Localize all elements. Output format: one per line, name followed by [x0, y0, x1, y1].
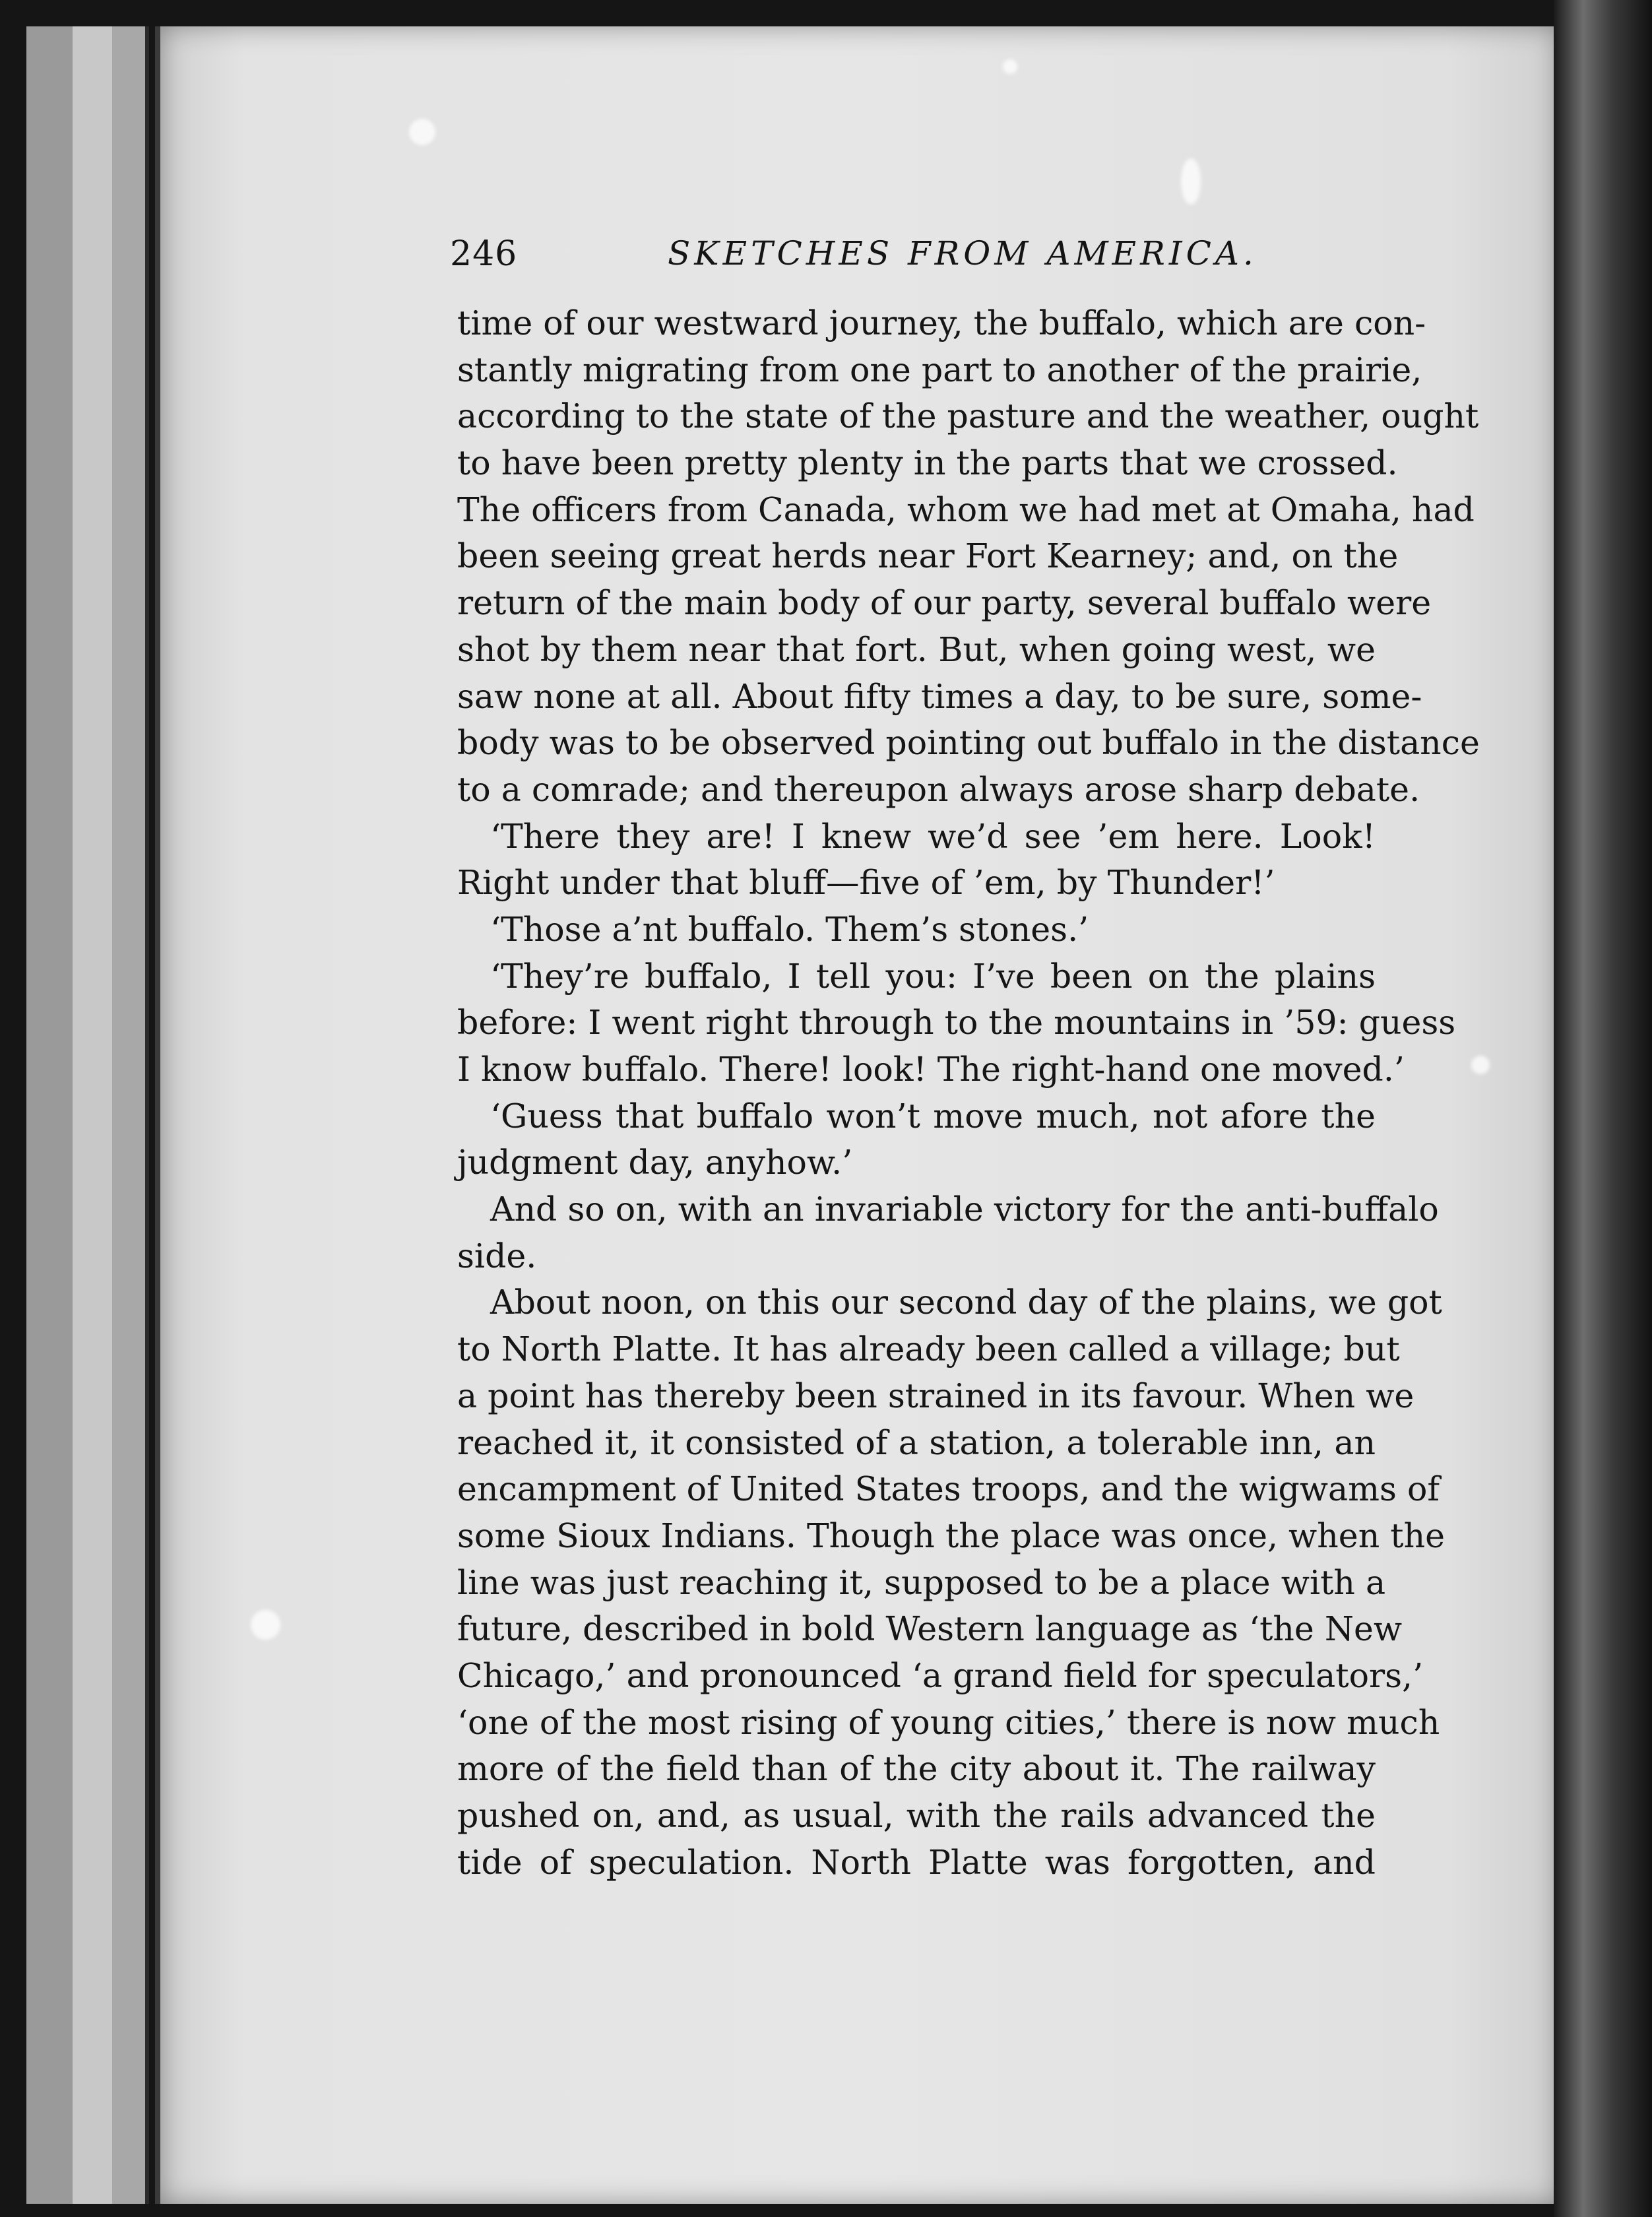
- text-line: a point has thereby been strained in its favour. When we: [457, 1376, 1414, 1415]
- dust-speck: [1471, 1056, 1490, 1074]
- running-title: SKETCHES FROM AMERICA.: [668, 234, 1257, 273]
- dust-speck: [251, 1610, 280, 1640]
- text-line: ‘There they are! I knew we’d see ’em here. Look!: [490, 816, 1376, 856]
- text-line: encampment of United States troops, and the wigwams of: [457, 1469, 1440, 1509]
- text-line: ‘one of the most rising of young cities,’ there is now much: [457, 1702, 1440, 1742]
- text-line: according to the state of the pasture and the weather, ought: [457, 397, 1479, 436]
- text-line: shot by them near that fort. But, when going west, we: [457, 629, 1376, 669]
- text-line: saw none at all. About fifty times a day, to be sure, some-: [457, 676, 1422, 716]
- text-line: ‘Guess that buffalo won’t move much, not afore the: [490, 1096, 1376, 1136]
- text-line: ‘Those a’nt buffalo. Them’s stones.’: [490, 909, 1089, 949]
- text-line: future, described in bold Western language as ‘the New: [457, 1609, 1403, 1649]
- text-line: more of the field than of the city about it. The railway: [457, 1749, 1376, 1789]
- text-line: return of the main body of our party, several buffalo were: [457, 583, 1432, 623]
- text-line: About noon, on this our second day of the plains, we got: [490, 1283, 1442, 1322]
- dust-speck: [1181, 158, 1201, 205]
- text-line: ‘They’re buffalo, I tell you: I’ve been on the plains: [490, 956, 1376, 996]
- book-edge: [73, 26, 116, 2204]
- book-edge: [112, 26, 149, 2204]
- text-line: Chicago,’ and pronounced ‘a grand field for speculators,’: [457, 1655, 1424, 1695]
- running-head: [450, 234, 1257, 280]
- page-number: 246: [450, 234, 518, 274]
- book-edge: [26, 26, 77, 2204]
- text-line: been seeing great herds near Fort Kearney; and, on the: [457, 536, 1399, 576]
- book-spine-shadow: [1554, 0, 1652, 2217]
- dust-speck: [409, 119, 435, 145]
- body-text: [457, 300, 1480, 1886]
- dust-speck: [1003, 59, 1017, 74]
- text-line: time of our westward journey, the buffalo, which are con-: [457, 304, 1426, 342]
- text-line: The officers from Canada, whom we had met at Omaha, had: [457, 490, 1475, 529]
- text-line: judgment day, anyhow.’: [457, 1143, 853, 1182]
- text-line: I know buffalo. There! look! The right-hand one moved.’: [457, 1050, 1405, 1089]
- text-line: stantly migrating from one part to another of the prairie,: [457, 350, 1422, 389]
- text-line: pushed on, and, as usual, with the rails advanced the: [457, 1796, 1376, 1835]
- text-line: to North Platte. It has already been called a village; but: [457, 1330, 1400, 1369]
- text-line: to a comrade; and thereupon always arose sharp debate.: [457, 769, 1420, 809]
- text-line: body was to be observed pointing out buffalo in the distance: [457, 723, 1480, 763]
- text-line: reached it, it consisted of a station, a tolerable inn, an: [457, 1423, 1376, 1462]
- text-line: before: I went right through to the mountains in ’59: guess: [457, 1003, 1456, 1043]
- text-line: side.: [457, 1236, 537, 1275]
- text-line: tide of speculation. North Platte was forgotten, and: [457, 1842, 1376, 1882]
- text-line: line was just reaching it, supposed to be a place with a: [457, 1562, 1386, 1602]
- text-line: to have been pretty plenty in the parts that we crossed.: [457, 443, 1398, 483]
- text-line: some Sioux Indians. Though the place was once, when the: [457, 1516, 1445, 1555]
- text-line: Right under that bluff—five of ’em, by Thunder!’: [457, 863, 1275, 903]
- text-line: And so on, with an invariable victory for the anti-buffalo: [490, 1190, 1439, 1229]
